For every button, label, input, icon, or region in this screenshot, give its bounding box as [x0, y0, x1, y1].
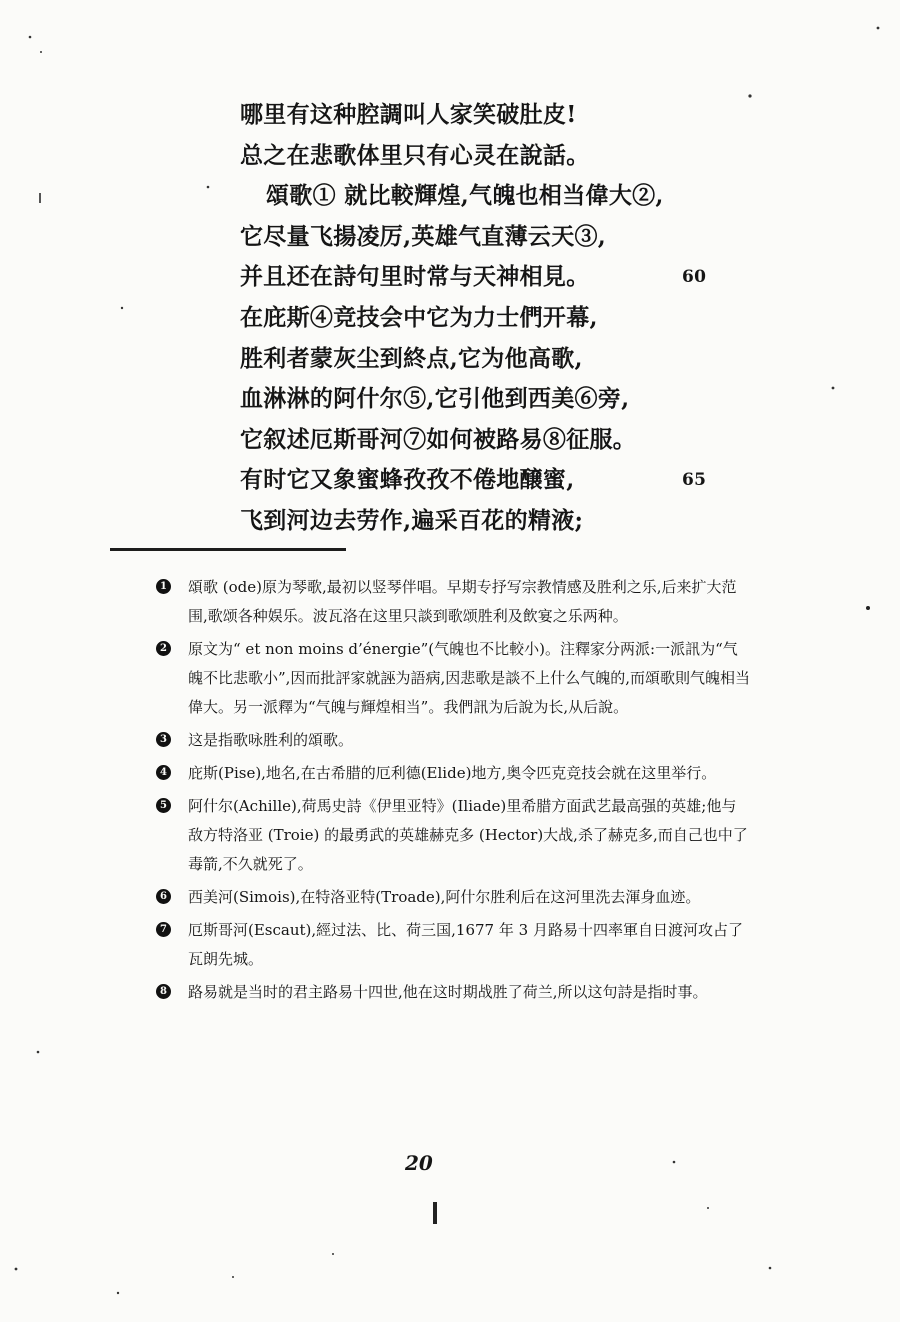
- footnote-marker: 1: [156, 579, 171, 594]
- poem-line: [240, 217, 710, 258]
- poem-line-text: 哪里有这种腔調叫人家笑破肚皮!: [240, 101, 577, 128]
- footnote: [150, 978, 750, 1007]
- poem-line: [240, 501, 710, 542]
- poem-line-text: 血淋淋的阿什尔⑤,它引他到西美⑥旁,: [240, 385, 630, 413]
- poem-line: [240, 257, 710, 298]
- footnote: [150, 759, 750, 788]
- footnote-marker: 3: [156, 732, 171, 747]
- footnote-marker: 5: [156, 798, 171, 813]
- footnote-text: 庇斯(Pise),地名,在古希腊的厄利德(Elide)地方,奥令匹克竞技会就在这里举行。: [188, 764, 717, 782]
- footnote-marker: 4: [156, 765, 171, 780]
- page-number: 20: [405, 1151, 433, 1175]
- poem-block: [240, 95, 710, 542]
- poem-line: [240, 176, 710, 217]
- poem-line: [240, 379, 710, 420]
- footnote: [150, 635, 750, 722]
- footnote-text: 頌歌 (ode)原为琴歌,最初以竖琴伴唱。早期专抒写宗教情感及胜利之乐,后来扩大范围,歌颂各种娱乐。波瓦洛在这里只談到歌颂胜利及飲宴之乐两种。: [188, 578, 737, 625]
- footnote: [150, 792, 750, 879]
- footnotes: [150, 573, 750, 1011]
- poem-line-text: 总之在悲歌体里只有心灵在說話。: [240, 141, 590, 169]
- footnote: [150, 726, 750, 755]
- poem-line-text: 頌歌① 就比較輝煌,气魄也相当偉大②,: [266, 182, 664, 210]
- footnote-marker: 2: [156, 641, 171, 656]
- footnote: [150, 573, 750, 631]
- footnote-text: 原文为“ et non moins d’énergie”(气魄也不比較小)。注釋家分两派:一派訊为“气魄不比悲歌小”,因而批評家就誣为語病,因悲歌是談不上什么气魄的,而頌歌則气魄相当偉大。另一派釋为“气魄与輝煌相当”。我們訊为后說为长,从后說。: [188, 640, 750, 716]
- footnote-text: 阿什尔(Achille),荷馬史詩《伊里亚特》(Iliade)里希腊方面武艺最高强的英雄;他与敌方特洛亚 (Troie) 的最勇武的英雄赫克多 (Hector)大战,杀了赫克多,而自己也中了毒箭,不久就死了。: [188, 797, 748, 873]
- footnote-text: 这是指歌咏胜利的頌歌。: [188, 731, 354, 749]
- poem-line-text: 它叙述厄斯哥河⑦如何被路易⑧征服。: [240, 425, 637, 453]
- poem-line: [240, 460, 710, 501]
- footnote-divider: [110, 548, 346, 551]
- footnote-text: 西美河(Simois),在特洛亚特(Troade),阿什尔胜利后在这河里洗去渾身血迹。: [188, 888, 701, 906]
- poem-line: [240, 136, 710, 177]
- poem-line-text: 胜利者蒙灰尘到終点,它为他高歌,: [240, 344, 583, 372]
- poem-line-text: 有时它又象蜜蜂孜孜不倦地醸蜜,: [240, 466, 575, 494]
- line-number: 60: [682, 267, 707, 288]
- poem-line: [240, 339, 710, 380]
- footnote-marker: 8: [156, 984, 171, 999]
- footnote: [150, 883, 750, 912]
- poem-line-text: 并且还在詩句里时常与天神相見。: [240, 263, 590, 291]
- poem-line-text: 飞到河边去劳作,遍采百花的精液;: [240, 506, 584, 534]
- line-number: 65: [682, 470, 707, 491]
- poem-line-text: 它尽量飞揚凌厉,英雄气直薄云天③,: [240, 222, 607, 250]
- poem-line: [240, 95, 710, 136]
- footnote-text: 厄斯哥河(Escaut),經过法、比、荷三国,1677 年 3 月路易十四率軍自日渡河攻占了瓦朗先城。: [188, 921, 743, 968]
- footnote-marker: 7: [156, 922, 171, 937]
- poem-line: [240, 298, 710, 339]
- footnote: [150, 916, 750, 974]
- poem-line: [240, 420, 710, 461]
- footnote-text: 路易就是当时的君主路易十四世,他在这时期战胜了荷兰,所以这句詩是指时事。: [188, 983, 708, 1001]
- footnote-marker: 6: [156, 889, 171, 904]
- poem-line-text: 在庇斯④竞技会中它为力士們开幕,: [240, 303, 598, 331]
